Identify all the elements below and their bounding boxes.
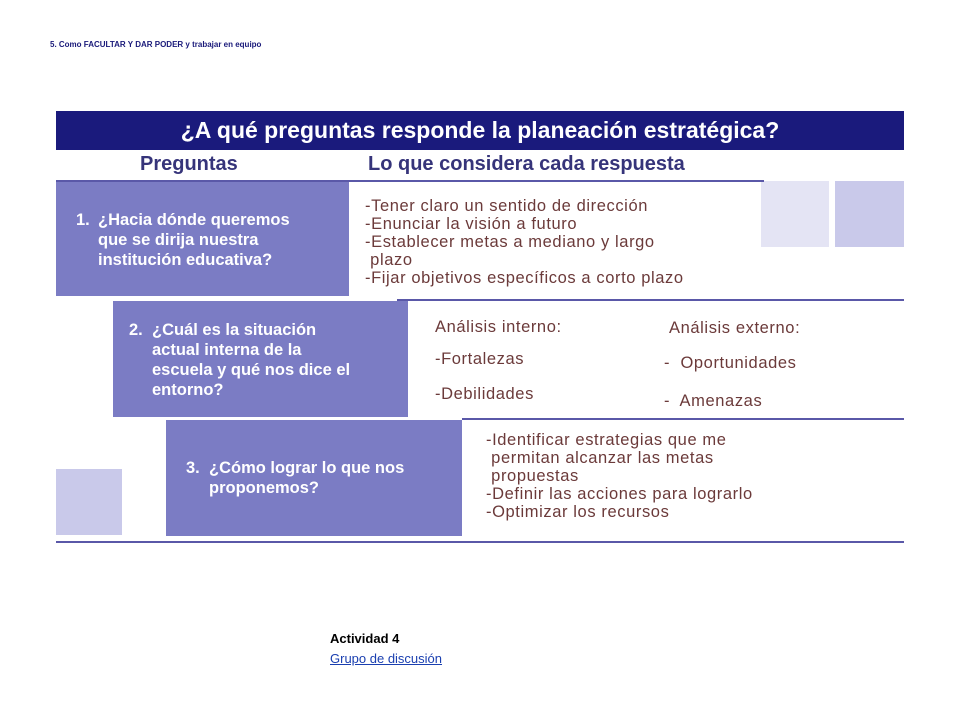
slide-header: 5. Como FACULTAR Y DAR PODER y trabajar en equipo bbox=[50, 40, 262, 49]
activity-title: Actividad 4 bbox=[330, 631, 400, 646]
decor-square bbox=[56, 469, 122, 535]
question-text: ¿Cómo lograr lo que nos proponemos? bbox=[209, 459, 405, 497]
answer-text-3: -Identificar estrategias que me permitan alcanzar las metas propuestas -Definir las acciones para lograrlo -Optimizar los recursos bbox=[486, 431, 753, 521]
external-threats: - Amenazas bbox=[664, 392, 763, 410]
internal-analysis-heading: Análisis interno: bbox=[435, 318, 562, 336]
question-text: ¿Hacia dónde queremos que se dirija nuestra institución educativa? bbox=[98, 211, 290, 269]
question-box-3 bbox=[166, 420, 462, 536]
strategic-planning-figure bbox=[56, 111, 904, 545]
discussion-group-link[interactable]: Grupo de discusión bbox=[330, 651, 443, 666]
question-text: ¿Cuál es la situación actual interna de la escuela y qué nos dice el entorno? bbox=[152, 321, 351, 399]
answer-text-1: -Tener claro un sentido de dirección -Enunciar la visión a futuro -Establecer metas a mediano y largo plazo -Fijar objetivos específicos a corto plazo bbox=[365, 197, 684, 287]
question-box-2 bbox=[113, 301, 408, 417]
internal-weaknesses: -Debilidades bbox=[435, 385, 534, 403]
bottom-rule bbox=[56, 541, 904, 543]
external-analysis-heading: Análisis externo: bbox=[669, 319, 801, 337]
question-number: 3. bbox=[186, 459, 200, 477]
decor-square bbox=[835, 181, 904, 247]
figure-title: ¿A qué preguntas responde la planeación estratégica? bbox=[56, 111, 904, 150]
row-divider bbox=[397, 299, 904, 301]
internal-strengths: -Fortalezas bbox=[435, 350, 525, 368]
external-opportunities: - Oportunidades bbox=[664, 354, 797, 372]
row-divider bbox=[462, 418, 904, 420]
question-number: 2. bbox=[129, 321, 143, 339]
column-heading-questions: Preguntas bbox=[140, 153, 238, 175]
question-number: 1. bbox=[76, 211, 90, 229]
column-heading-answers: Lo que considera cada respuesta bbox=[368, 153, 685, 175]
decor-square bbox=[761, 181, 829, 247]
question-box-1 bbox=[56, 182, 349, 296]
